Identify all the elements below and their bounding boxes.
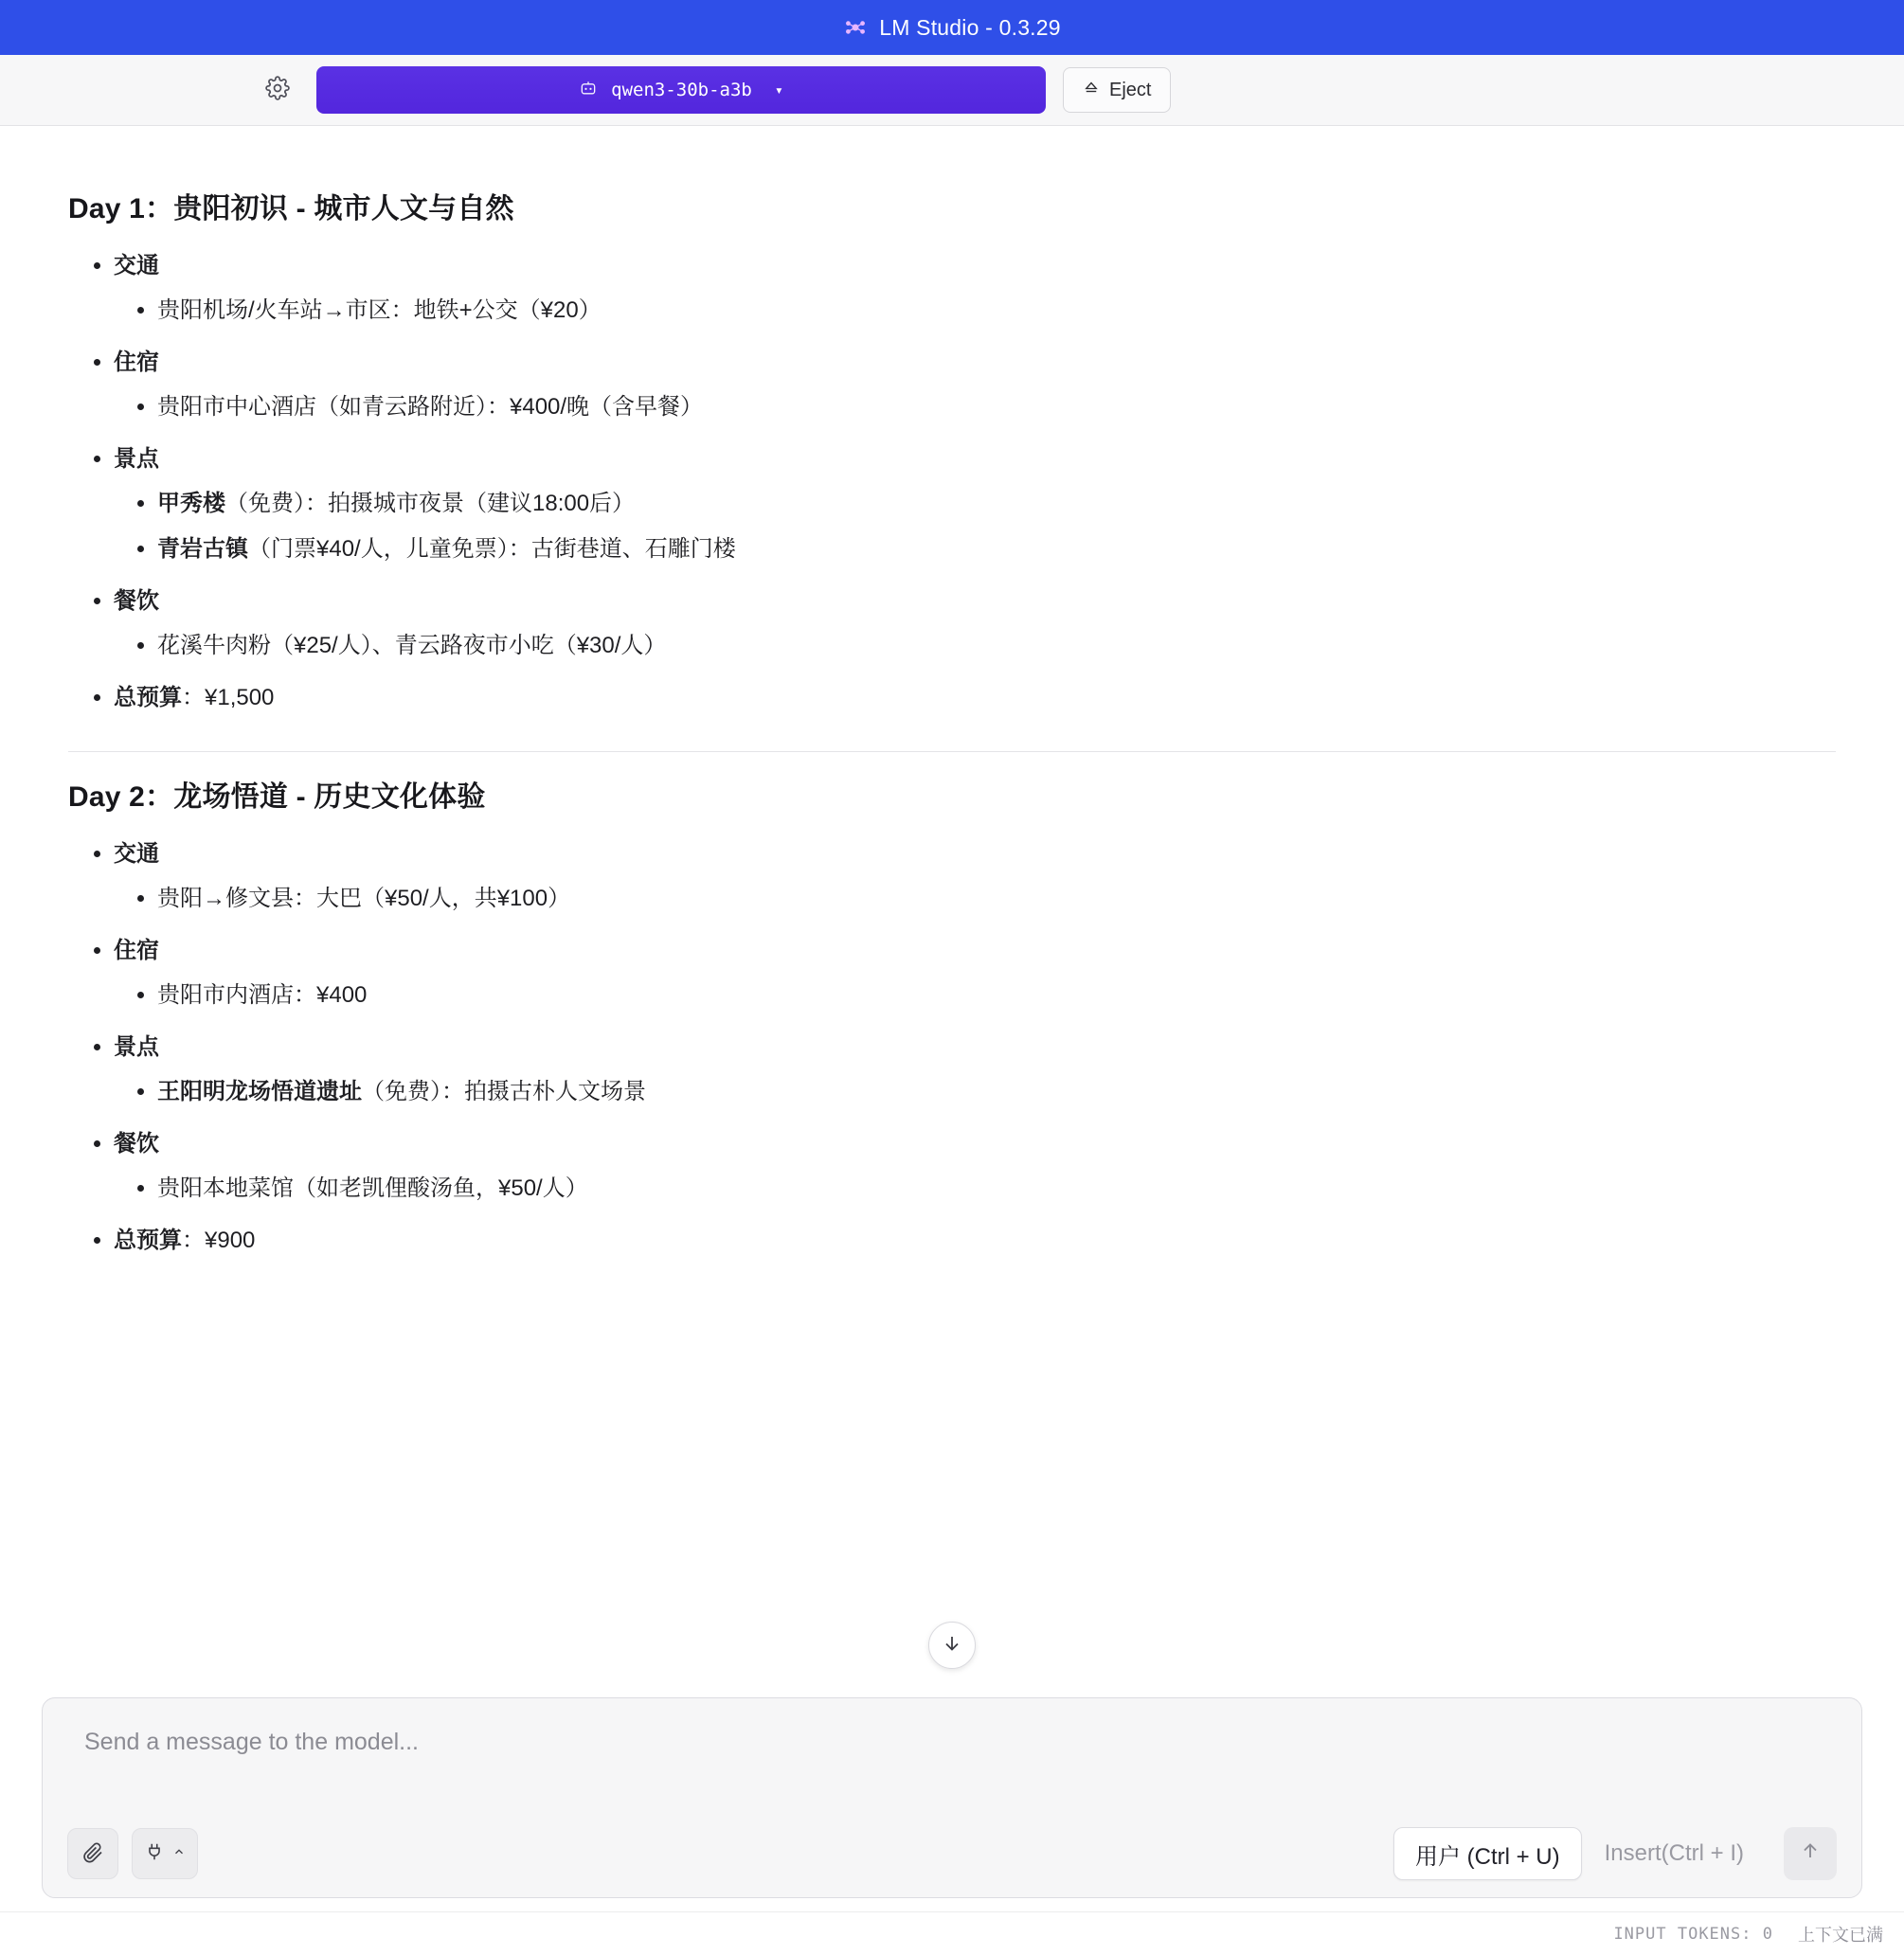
item-text: （免费）：拍摄古朴人文场景 <box>362 1079 646 1105</box>
send-button[interactable] <box>1784 1827 1837 1880</box>
section-items <box>114 488 1836 565</box>
section-dining <box>114 1129 1836 1205</box>
top-toolbar <box>0 55 1904 126</box>
plug-icon <box>144 1841 165 1867</box>
section-label: 交通 <box>114 840 159 867</box>
scroll-to-bottom-button[interactable] <box>928 1622 976 1669</box>
item-name: 王阳明龙场悟道遗址 <box>157 1079 362 1105</box>
item-text: 贵阳机场/火车站→市区：地铁+公交（¥20） <box>157 297 602 324</box>
section-label: 住宿 <box>114 349 159 375</box>
section-items <box>114 883 1836 915</box>
arrow-down-icon <box>941 1632 963 1659</box>
composer-area <box>0 1682 1904 1911</box>
eject-label: Eject <box>1109 79 1152 100</box>
item-text: 花溪牛肉粉（¥25/人）、青云路夜市小吃（¥30/人） <box>157 632 667 658</box>
role-user-button[interactable] <box>1393 1827 1582 1880</box>
insert-button[interactable] <box>1584 1827 1765 1880</box>
section-items <box>114 1076 1836 1108</box>
model-selector[interactable] <box>316 66 1046 114</box>
eject-icon <box>1083 79 1100 101</box>
list-item <box>157 1173 1836 1205</box>
chevron-up-icon <box>172 1845 186 1863</box>
list-item <box>157 1076 1836 1108</box>
message-input[interactable]: Send a message to the model... <box>84 1729 419 1755</box>
window-title: LM Studio - 0.3.29 <box>879 14 1061 40</box>
robot-icon <box>579 79 598 102</box>
list-item <box>157 488 1836 520</box>
section-label: 餐饮 <box>114 587 159 614</box>
item-text: 贵阳→修文县：大巴（¥50/人，共¥100） <box>157 886 571 912</box>
insert-shortcut: (Ctrl + I) <box>1661 1840 1744 1866</box>
day-title: Day 1：贵阳初识 - 城市人文与自然 <box>68 193 514 224</box>
section-attractions <box>114 1032 1836 1108</box>
status-bar <box>0 1911 1904 1955</box>
section-label: 景点 <box>114 1033 159 1060</box>
section-lodging <box>114 348 1836 423</box>
assistant-message <box>0 126 1904 1256</box>
list-item <box>157 533 1836 565</box>
plugins-button[interactable] <box>132 1828 198 1879</box>
section-items <box>114 630 1836 662</box>
section-lodging <box>114 936 1836 1012</box>
attach-file-button[interactable] <box>67 1828 118 1879</box>
list-item <box>157 883 1836 915</box>
day-sections-list <box>78 839 1836 1256</box>
section-transport <box>114 839 1836 915</box>
input-tokens-label: INPUT TOKENS: <box>1613 1924 1752 1944</box>
model-name: qwen3-30b-a3b <box>611 80 752 100</box>
list-item <box>157 630 1836 662</box>
title-bar <box>0 0 1904 55</box>
section-items <box>114 979 1836 1012</box>
role-user-label: 用户 (Ctrl + U) <box>1414 1843 1560 1870</box>
insert-label: Insert <box>1604 1840 1662 1866</box>
day-title: Day 2：龙场悟道 - 历史文化体验 <box>68 780 486 813</box>
item-text: 贵阳市内酒店：¥400 <box>157 982 368 1009</box>
eject-button[interactable] <box>1063 67 1171 113</box>
budget-label: 总预算 <box>114 684 182 710</box>
budget-value: ：¥1,500 <box>182 684 275 710</box>
section-label: 交通 <box>114 253 159 278</box>
divider <box>68 751 1836 752</box>
list-item <box>157 979 1836 1012</box>
paperclip-icon <box>81 1840 104 1868</box>
section-items <box>114 295 1836 327</box>
item-text: 贵阳本地菜馆（如老凯俚酸汤鱼，¥50/人） <box>157 1175 588 1202</box>
section-budget <box>114 683 1836 713</box>
item-name: 青岩古镇 <box>157 535 248 562</box>
arrow-up-icon <box>1799 1839 1822 1869</box>
section-budget <box>114 1226 1836 1256</box>
input-tokens-value: 0 <box>1762 1924 1773 1944</box>
gear-icon <box>265 76 290 105</box>
item-name: 甲秀楼 <box>157 491 225 517</box>
section-items <box>114 1173 1836 1205</box>
context-status: 上下文已满 <box>1798 1925 1883 1945</box>
section-dining <box>114 586 1836 662</box>
input-tokens-status <box>1613 1925 1773 1944</box>
section-transport <box>114 251 1836 327</box>
list-item <box>157 391 1836 423</box>
chat-scroll-region[interactable] <box>0 126 1904 1682</box>
section-attractions <box>114 444 1836 565</box>
lmstudio-logo-icon <box>843 15 868 40</box>
section-label: 住宿 <box>114 937 159 963</box>
day-sections-list <box>78 251 1836 713</box>
section-items <box>114 391 1836 423</box>
settings-button[interactable] <box>256 68 299 112</box>
item-text: （免费）：拍摄城市夜景（建议18:00后） <box>225 491 636 517</box>
chevron-down-icon: ▾ <box>774 81 783 99</box>
message-composer[interactable] <box>42 1697 1862 1898</box>
item-text: （门票¥40/人，儿童免票）：古街巷道、石雕门楼 <box>248 535 736 562</box>
section-label: 餐饮 <box>114 1130 159 1157</box>
section-label: 景点 <box>114 445 159 472</box>
budget-value: ：¥900 <box>182 1227 256 1253</box>
list-item <box>157 295 1836 327</box>
item-text: 贵阳市中心酒店（如青云路附近）：¥400/晚（含早餐） <box>157 394 704 421</box>
budget-label: 总预算 <box>114 1227 182 1253</box>
